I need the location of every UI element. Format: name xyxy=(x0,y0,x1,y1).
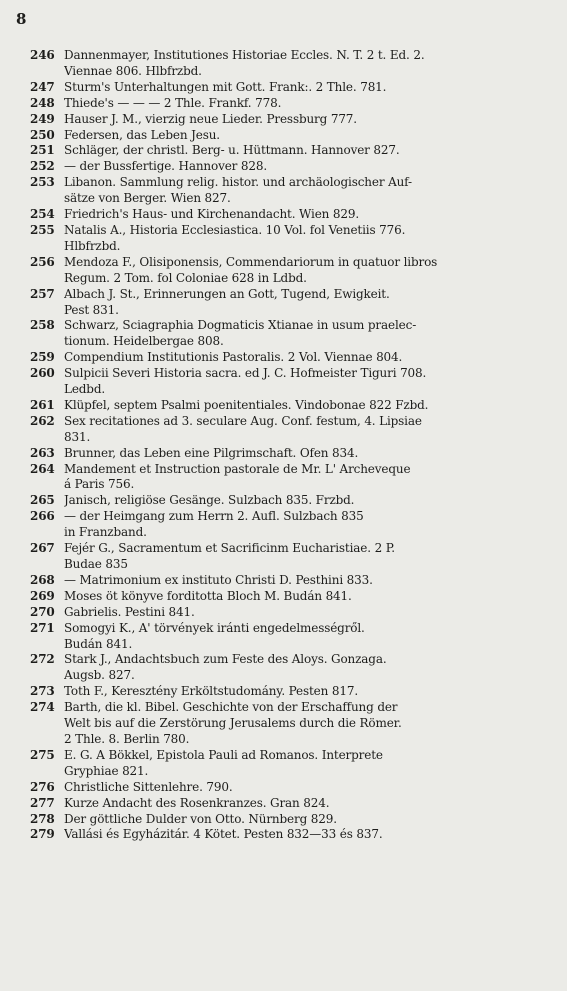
catalog-entry xyxy=(30,223,552,255)
entry-text xyxy=(64,80,552,96)
entry-line: — der Bussfertige. Hannover 828. xyxy=(64,159,268,174)
entry-line: Friedrich's Haus- und Kirchenandacht. Wien 829. xyxy=(64,207,360,222)
entry-line: Libanon. Sammlung relig. histor. und archäologischer Auf- xyxy=(64,175,412,190)
entry-number: 267 xyxy=(30,541,55,556)
entry-line: Schwarz, Sciagraphia Dogmaticis Xtianae in usum praelec- xyxy=(64,318,417,333)
catalog-entry xyxy=(30,509,552,541)
entry-number: 257 xyxy=(30,286,55,301)
entry-line: Schläger, der christl. Berg- u. Hüttmann. Hannover 827. xyxy=(64,143,400,158)
entry-number: 254 xyxy=(30,207,55,222)
catalog-entry xyxy=(30,573,552,589)
entry-text xyxy=(64,684,552,700)
entry-line: Christliche Sittenlehre. 790. xyxy=(64,779,233,794)
entry-line: Natalis A., Historia Ecclesiastica. 10 Vol. fol Venetiis 776. xyxy=(64,222,406,237)
entry-number: 251 xyxy=(30,143,55,158)
entry-text xyxy=(64,128,552,144)
entry-text xyxy=(64,287,552,319)
catalog-entry xyxy=(30,414,552,446)
entry-number: 261 xyxy=(30,397,55,412)
entry-line: Pest 831. xyxy=(64,302,119,317)
catalog-entry xyxy=(30,827,552,843)
entry-text xyxy=(64,48,552,80)
entry-line: Gabrielis. Pestini 841. xyxy=(64,604,195,619)
entry-number: 278 xyxy=(30,811,55,826)
entry-line: Somogyi K., A' törvények iránti engedelmességről. xyxy=(64,620,365,635)
entry-text xyxy=(64,812,552,828)
entry-number: 264 xyxy=(30,461,55,476)
entry-line: sätze von Berger. Wien 827. xyxy=(64,191,231,206)
entry-line: Brunner, das Leben eine Pilgrimschaft. Ofen 834. xyxy=(64,445,359,460)
page-number: 8 xyxy=(16,10,27,28)
entry-line: Gryphiae 821. xyxy=(64,763,149,778)
entry-line: Fejér G., Sacramentum et Sacrificinm Eucharistiae. 2 P. xyxy=(64,541,395,556)
entry-text xyxy=(64,700,552,748)
entry-text xyxy=(64,493,552,509)
catalog-entry xyxy=(30,159,552,175)
entry-text xyxy=(64,175,552,207)
entry-number: 253 xyxy=(30,175,55,190)
entry-line: Regum. 2 Tom. fol Coloniae 628 in Ldbd. xyxy=(64,270,307,285)
entry-text xyxy=(64,398,552,414)
catalog-entry xyxy=(30,128,552,144)
entry-text xyxy=(64,573,552,589)
entry-number: 270 xyxy=(30,604,55,619)
entry-line: Viennae 806. Hlbfrzbd. xyxy=(64,63,202,78)
entry-number: 276 xyxy=(30,779,55,794)
catalog-entry xyxy=(30,652,552,684)
catalog-entry xyxy=(30,366,552,398)
entry-number: 265 xyxy=(30,493,55,508)
entry-text xyxy=(64,223,552,255)
entry-line: tionum. Heidelbergae 808. xyxy=(64,334,224,349)
entry-text xyxy=(64,207,552,223)
entry-text xyxy=(64,827,552,843)
entry-text xyxy=(64,796,552,812)
catalog-entry xyxy=(30,255,552,287)
entry-text xyxy=(64,605,552,621)
entry-number: 258 xyxy=(30,318,55,333)
entry-text xyxy=(64,541,552,573)
entry-number: 268 xyxy=(30,572,55,587)
entry-number: 277 xyxy=(30,795,55,810)
catalog-entry xyxy=(30,812,552,828)
catalog-entry xyxy=(30,287,552,319)
entry-number: 269 xyxy=(30,588,55,603)
entry-line: Budae 835 xyxy=(64,557,128,571)
entry-number: 252 xyxy=(30,159,55,174)
entry-line: Sturm's Unterhaltungen mit Gott. Frank:. 2 Thle. 781. xyxy=(64,79,387,94)
catalog-entry xyxy=(30,589,552,605)
entry-line: Toth F., Keresztény Erköltstudomány. Pesten 817. xyxy=(64,684,358,699)
catalog-entry xyxy=(30,175,552,207)
entry-line: Augsb. 827. xyxy=(64,668,135,683)
entry-line: — der Heimgang zum Herrn 2. Aufl. Sulzbach 835 xyxy=(64,509,364,524)
entry-text xyxy=(64,780,552,796)
entry-line: Budán 841. xyxy=(64,636,133,651)
entry-line: 831. xyxy=(64,429,91,444)
entry-number: 248 xyxy=(30,95,55,110)
catalog-entry xyxy=(30,80,552,96)
entry-line: á Paris 756. xyxy=(64,477,135,492)
entry-text xyxy=(64,509,552,541)
catalog-entry xyxy=(30,143,552,159)
entry-text xyxy=(64,446,552,462)
catalog-entry xyxy=(30,541,552,573)
entry-line: Sulpicii Severi Historia sacra. ed J. C. Hofmeister Tiguri 708. xyxy=(64,366,427,381)
catalog-entry xyxy=(30,700,552,748)
entry-number: 247 xyxy=(30,79,55,94)
entry-text xyxy=(64,159,552,175)
catalog-entry xyxy=(30,207,552,223)
entry-text xyxy=(64,318,552,350)
entry-line: Sex recitationes ad 3. seculare Aug. Conf. festum, 4. Lipsiae xyxy=(64,413,422,428)
entry-number: 256 xyxy=(30,254,55,269)
entry-number: 255 xyxy=(30,222,55,237)
entry-text xyxy=(64,112,552,128)
entry-number: 260 xyxy=(30,366,55,381)
catalog-entry xyxy=(30,398,552,414)
entry-number: 275 xyxy=(30,747,55,762)
catalog-entry xyxy=(30,112,552,128)
entry-line: Der göttliche Dulder von Otto. Nürnberg 829. xyxy=(64,811,337,826)
entry-line: Moses öt könyve forditotta Bloch M. Budán 841. xyxy=(64,588,352,603)
entry-line: Compendium Institutionis Pastoralis. 2 Vol. Viennae 804. xyxy=(64,350,403,365)
entry-number: 250 xyxy=(30,127,55,142)
entry-line: Janisch, religiöse Gesänge. Sulzbach 835. Frzbd. xyxy=(64,493,355,508)
entry-line: Federsen, das Leben Jesu. xyxy=(64,127,220,142)
catalog-entry xyxy=(30,318,552,350)
catalog-entry xyxy=(30,748,552,780)
entry-line: Albach J. St., Erinnerungen an Gott, Tugend, Ewigkeit. xyxy=(64,286,390,301)
entry-line: Mendoza F., Olisiponensis, Commendariorum in quatuor libros xyxy=(64,254,438,269)
entry-number: 262 xyxy=(30,413,55,428)
catalog-entry xyxy=(30,350,552,366)
entry-text xyxy=(64,96,552,112)
entry-text xyxy=(64,366,552,398)
entry-line: Thiede's — — — 2 Thle. Frankf. 778. xyxy=(64,95,282,110)
entry-line: Dannenmayer, Institutiones Historiae Eccles. N. T. 2 t. Ed. 2. xyxy=(64,48,425,62)
catalog-entry xyxy=(30,796,552,812)
catalog-entry xyxy=(30,462,552,494)
catalog-entry xyxy=(30,780,552,796)
entry-text xyxy=(64,652,552,684)
entry-number: 266 xyxy=(30,509,55,524)
entry-line: — Matrimonium ex instituto Christi D. Pesthini 833. xyxy=(64,572,373,587)
entry-line: Ledbd. xyxy=(64,382,106,397)
entry-text xyxy=(64,414,552,446)
entry-line: E. G. A Bökkel, Epistola Pauli ad Romanos. Interprete xyxy=(64,747,383,762)
entry-line: Barth, die kl. Bibel. Geschichte von der Erschaffung der xyxy=(64,700,398,715)
entry-line: Kurze Andacht des Rosenkranzes. Gran 824. xyxy=(64,795,330,810)
entry-text xyxy=(64,255,552,287)
catalog-entry xyxy=(30,684,552,700)
entry-text xyxy=(64,589,552,605)
entry-number: 279 xyxy=(30,827,55,842)
catalog-list xyxy=(30,48,552,843)
entry-text xyxy=(64,748,552,780)
entry-line: Klüpfel, septem Psalmi poenitentiales. Vindobonae 822 Fzbd. xyxy=(64,397,429,412)
entry-number: 271 xyxy=(30,620,55,635)
entry-text xyxy=(64,143,552,159)
entry-text xyxy=(64,350,552,366)
catalog-entry xyxy=(30,493,552,509)
entry-line: Hlbfrzbd. xyxy=(64,238,121,253)
entry-line: Hauser J. M., vierzig neue Lieder. Pressburg 777. xyxy=(64,111,357,126)
catalog-entry xyxy=(30,605,552,621)
entry-line: Vallási és Egyházitár. 4 Kötet. Pesten 832—33 és 837. xyxy=(64,827,383,842)
entry-line: Stark J., Andachtsbuch zum Feste des Aloys. Gonzaga. xyxy=(64,652,387,667)
entry-text xyxy=(64,621,552,653)
entry-text xyxy=(64,462,552,494)
catalog-entry xyxy=(30,96,552,112)
entry-number: 263 xyxy=(30,445,55,460)
catalog-entry xyxy=(30,621,552,653)
entry-line: Mandement et Instruction pastorale de Mr. L' Archeveque xyxy=(64,461,411,476)
entry-number: 259 xyxy=(30,350,55,365)
entry-line: Welt bis auf die Zerstörung Jerusalems durch die Römer. xyxy=(64,716,402,731)
entry-line: in Franzband. xyxy=(64,525,147,540)
entry-number: 273 xyxy=(30,684,55,699)
catalog-entry xyxy=(30,48,552,80)
entry-number: 246 xyxy=(30,48,55,62)
entry-number: 274 xyxy=(30,700,55,715)
catalog-entry xyxy=(30,446,552,462)
entry-line: 2 Thle. 8. Berlin 780. xyxy=(64,731,190,746)
entry-number: 272 xyxy=(30,652,55,667)
entry-number: 249 xyxy=(30,111,55,126)
